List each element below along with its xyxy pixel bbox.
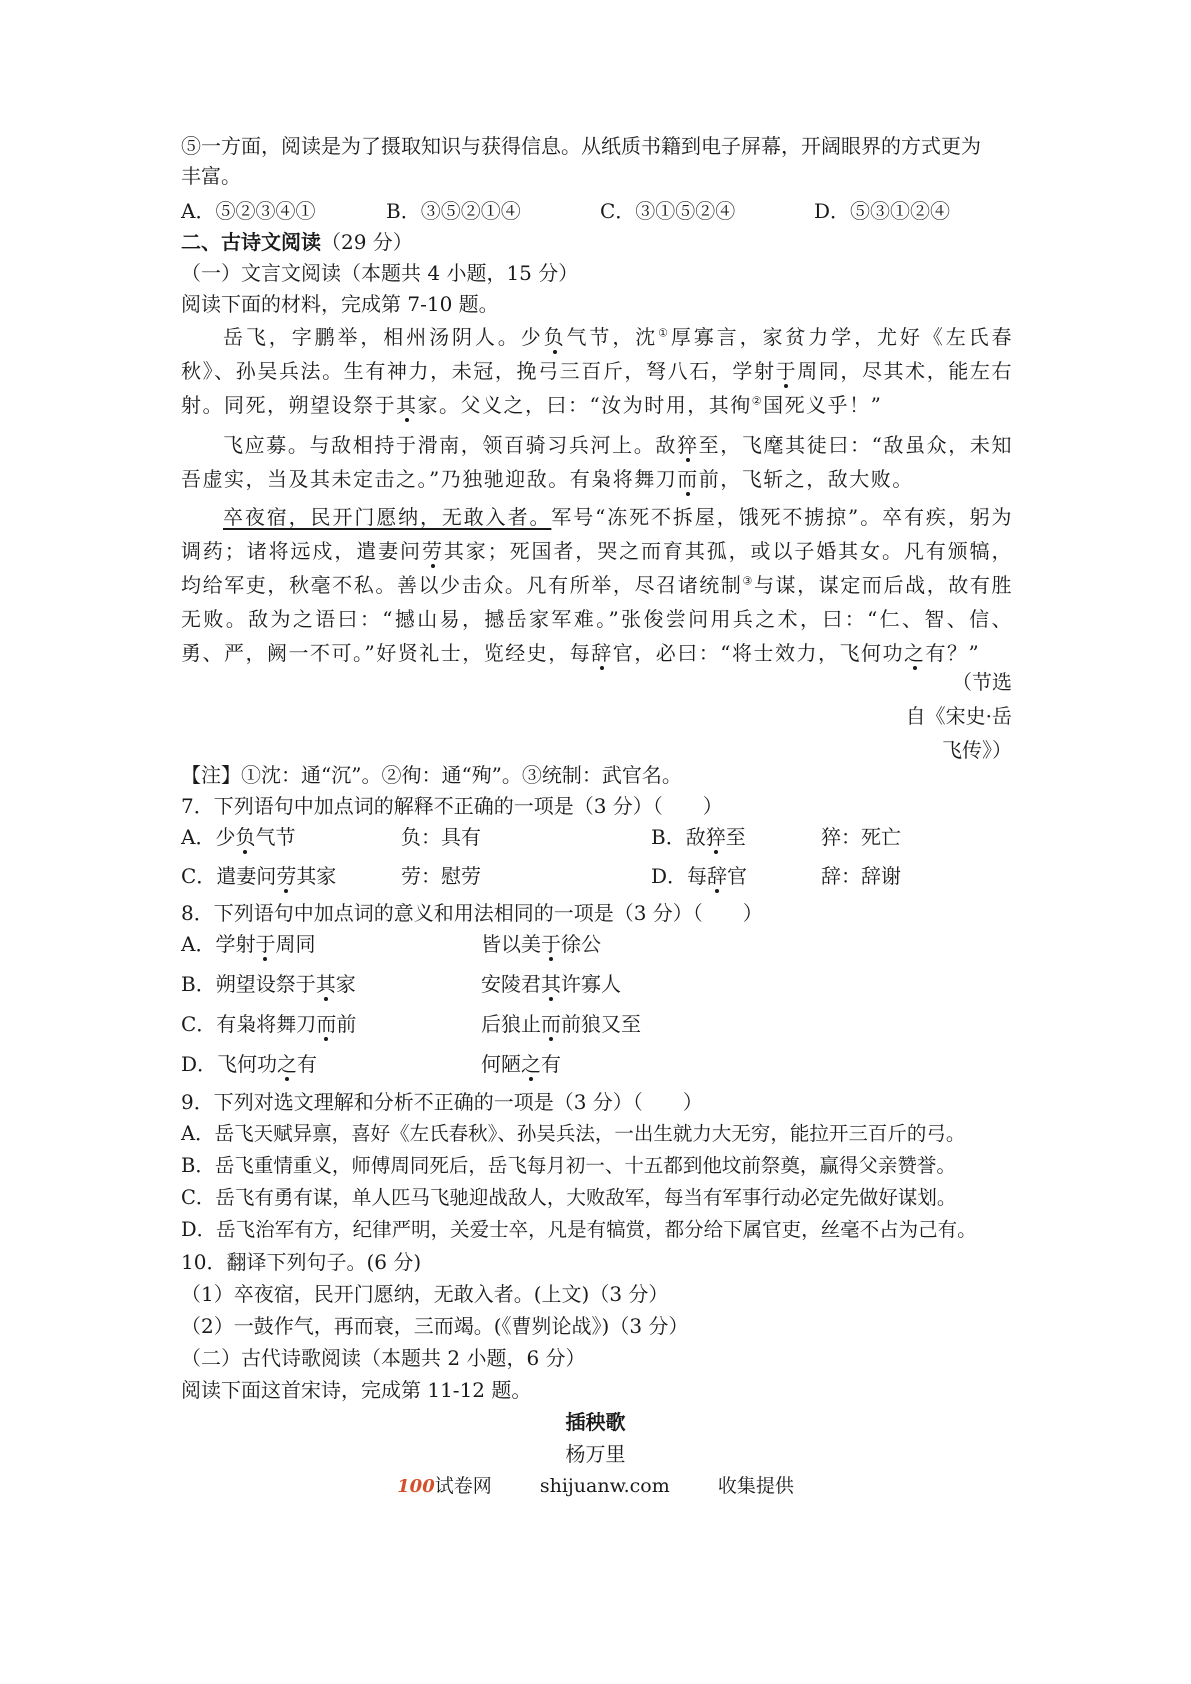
q8-option-b-right: 安陵君其许寡人 [481, 972, 621, 996]
source-citation: （节选 自《宋史·岳 飞传》） [905, 670, 1012, 762]
q7-gloss-c: 劳：慰劳 [401, 864, 481, 888]
q8-option-b-left: B．朔望设祭于其家 [181, 972, 356, 996]
item5-line2: 丰富。 [181, 164, 241, 188]
q9-stem: 9．下列对选文理解和分析不正确的一项是（3 分）（ ） [181, 1090, 703, 1114]
option-a: A．⑤②③④① [181, 199, 316, 223]
section2-title: 二、古诗文阅读 [181, 230, 321, 254]
sub1-title: （一）文言文阅读（本题共 4 小题，15 分） [181, 261, 579, 285]
q7-gloss-a: 负：具有 [401, 825, 481, 849]
q8-option-c-left: C．有枭将舞刀而前 [181, 1012, 357, 1036]
q8-option-d-left: D．飞何功之有 [181, 1052, 318, 1076]
q7-option-d: D．每辞官 [651, 864, 748, 888]
q9-option-c: C．岳飞有勇有谋，单人匹马飞驰迎战敌人，大败敌军，每当有军事行动必定先做好谋划。 [181, 1186, 957, 1209]
q9-option-b: B．岳飞重情重义，师傅周同死后，岳飞每月初一、十五都到他坟前祭奠，赢得父亲赞誉。 [181, 1154, 956, 1177]
q8-option-a-right: 皆以美于徐公 [481, 932, 601, 956]
site-logo: 100 [397, 1476, 435, 1497]
poem-author: 杨万里 [565, 1442, 626, 1466]
q10-sentence-1: （1）卒夜宿，民开门愿纳，无敢入者。(上文)（3 分） [181, 1282, 669, 1306]
q7-gloss-d: 辞：辞谢 [821, 864, 901, 888]
footer [0, 1472, 1191, 1501]
section2-heading [181, 228, 413, 256]
footer-site[interactable]: shijuanw.com [539, 1475, 670, 1497]
option-c: C．③①⑤②④ [600, 199, 736, 223]
q10-sentence-2: （2）一鼓作气，再而衰，三而竭。(《曹刿论战》)（3 分） [181, 1314, 689, 1338]
option-b: B．③⑤②①④ [386, 199, 521, 223]
q10-stem: 10．翻译下列句子。(6 分) [181, 1250, 422, 1274]
section2-score: （29 分） [321, 230, 413, 254]
annotation-note: 【注】①沈：通“沉”。②徇：通“殉”。③统制：武官名。 [181, 763, 682, 787]
footer-logo-text: 试卷网 [434, 1475, 492, 1497]
q7-option-a: A．少负气节 [181, 825, 296, 849]
poem-title: 插秧歌 [565, 1410, 626, 1434]
passage-paragraph-3: 卒夜宿，民开门愿纳，无敢入者。军号“冻死不拆屋，饿死不掳掠”。卒有疾，躬为调药；诸将远戍，遣妻问劳其家；死国者，哭之而育其孤，或以子婚其女。凡有颁犒，均给军吏，秋毫不私。善以少击众。凡有所举，尽召诸统制③与谋，谋定而后战，故有胜无败。敌为之语曰：“撼山易，撼岳家军难。”张俊尝问用兵之术，曰：“仁、智、信、勇、严，阙一不可。”好贤礼士，览经史，每辞官，必曰：“将士效力，飞何功之有？” [181, 505, 1014, 665]
q7-stem: 7．下列语句中加点词的解释不正确的一项是（3 分）（ ） [181, 794, 723, 818]
q9-option-d: D．岳飞治军有方，纪律严明，关爱士卒，凡是有犒赏，都分给下属官吏，丝毫不占为己有。 [181, 1218, 977, 1241]
q7-option-b: B．敌猝至 [651, 825, 746, 849]
passage-paragraph-1: 岳飞，字鹏举，相州汤阴人。少负气节，沈①厚寡言，家贫力学，尤好《左氏春秋》、孙吴兵法。生有神力，未冠，挽弓三百斤，弩八石，学射于周同，尽其术，能左右射。同死，朔望设祭于其家。父义之，曰：“汝为时用，其徇②国死义乎！” [181, 325, 1014, 417]
sub2-title: （二）古代诗歌阅读（本题共 2 小题，6 分） [181, 1346, 586, 1370]
underlined-sentence: 卒夜宿，民开门愿纳，无敢入者。 [223, 505, 552, 529]
q8-option-a-left: A．学射于周同 [181, 932, 316, 956]
sub1-instruction: 阅读下面的材料，完成第 7-10 题。 [181, 292, 499, 316]
item5-line1: ⑤一方面，阅读是为了摄取知识与获得信息。从纸质书籍到电子屏幕，开阔眼界的方式更为 [181, 134, 981, 158]
q8-stem: 8．下列语句中加点词的意义和用法相同的一项是（3 分）（ ） [181, 901, 763, 925]
passage-paragraph-2: 飞应募。与敌相持于滑南，领百骑习兵河上。敌猝至，飞麾其徒曰：“敌虽众，未知吾虚实，当及其未定击之。”乃独驰迎敌。有枭将舞刀而前，飞斩之，敌大败。 [181, 433, 1014, 491]
footer-label: 收集提供 [717, 1475, 794, 1497]
option-d: D．⑤③①②④ [814, 199, 951, 223]
q6-options [181, 197, 1011, 225]
q7-gloss-b: 猝：死亡 [821, 825, 901, 849]
q8-option-c-right: 后狼止而前狼又至 [481, 1012, 641, 1036]
q7-option-c: C．遣妻问劳其家 [181, 864, 337, 888]
q9-option-a: A．岳飞天赋异禀，喜好《左氏春秋》、孙吴兵法，一出生就力大无穷，能拉开三百斤的弓。 [181, 1122, 966, 1145]
sub2-instruction: 阅读下面这首宋诗，完成第 11-12 题。 [181, 1378, 532, 1402]
q8-option-d-right: 何陋之有 [481, 1052, 561, 1076]
